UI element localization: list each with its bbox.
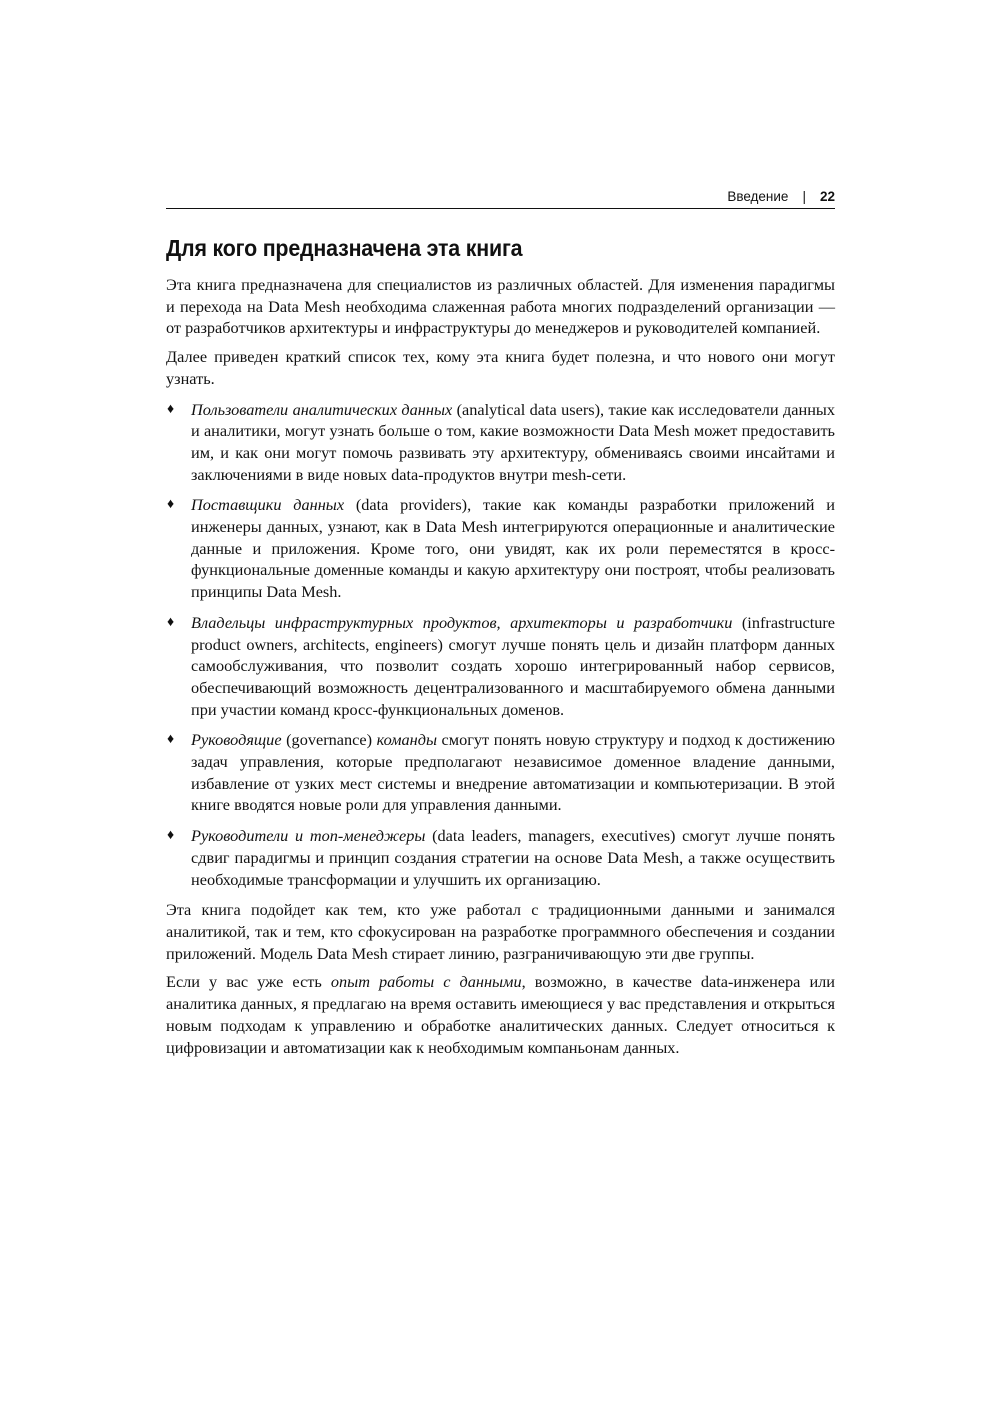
diamond-bullet-icon: ♦ bbox=[167, 497, 175, 513]
outro-text-start: Если у вас уже есть bbox=[166, 972, 331, 992]
list-item-term: Руководители и топ-менеджеры bbox=[191, 826, 426, 846]
list-item bbox=[166, 825, 835, 890]
list-item-term: Поставщики данных bbox=[191, 495, 345, 515]
diamond-bullet-icon: ♦ bbox=[167, 732, 175, 748]
list-item bbox=[166, 612, 835, 721]
outro-paragraph-2 bbox=[166, 971, 835, 1058]
list-item-text: (analytical data users), такие как исследователи данных и аналитики, могут узнать больше о том, какие возможности Data Mesh может предоставить им, и как они могут помочь развивать эту архитектуру, обмениваясь своими инсайтами и заключениями в виде новых data-продуктов внутри mesh-сети. bbox=[191, 399, 835, 484]
list-item bbox=[166, 399, 835, 486]
list-item-text: (data providers), такие как команды разработки приложений и инженеры данных, узнают, как в Data Mesh интегрируются операционные и аналитические данные и приложения. Кроме того, они увидят, как их роли переместятся в кросс-функциональные доменные команды и какую архитектуру они построят, чтобы реализовать принципы Data Mesh. bbox=[191, 495, 835, 602]
page-number: 22 bbox=[819, 188, 835, 204]
running-header bbox=[166, 186, 835, 209]
intro-paragraph-1: Эта книга предназначена для специалистов из различных областей. Для изменения парадигмы и перехода на Data Mesh необходима слаженная работа многих подразделений организации — от разработчиков архитектуры и инфраструктуры до менеджеров и руководителей компанией. bbox=[166, 275, 835, 338]
audience-list bbox=[166, 399, 835, 891]
list-item-term: Владельцы инфраструктурных продуктов, архитекторы и разработчики bbox=[191, 612, 733, 632]
header-section-name: Введение bbox=[727, 188, 789, 204]
book-page bbox=[166, 186, 835, 1065]
diamond-bullet-icon: ♦ bbox=[167, 401, 175, 417]
header-separator: | bbox=[802, 188, 806, 204]
list-item-text: (governance) bbox=[281, 730, 377, 750]
diamond-bullet-icon: ♦ bbox=[167, 828, 175, 844]
outro-paragraph-1: Эта книга подойдет как тем, кто уже работал с традиционными данными и занимался аналитикой, так и тем, кто сфокусирован на разработке программного обеспечения и создании приложений. Модель Data Mesh стирает линию, разграничивающую эти две группы. bbox=[166, 900, 835, 963]
list-item bbox=[166, 729, 835, 816]
list-item-term: Руководящие bbox=[191, 730, 282, 750]
list-item-term: Пользователи аналитических данных bbox=[191, 399, 453, 419]
outro-text-end: , возможно, в качестве data-инженера или аналитика данных, я предлагаю на время оставить имеющиеся у вас представления и открыться новым подходам к управлению и обработке аналитических данных. Следует относиться к цифровизации и автоматизации как к необходимым компаньонам данных. bbox=[166, 972, 835, 1057]
list-item-term: команды bbox=[376, 730, 437, 750]
section-title: Для кого предназначена эта книга bbox=[166, 235, 523, 261]
list-item-text: смогут понять новую структуру и подход к достижению задач управления, которые предполагают независимое доменное владение данными, избавление от узких мест системы и внедрение автоматизации и компьютеризации. В этой книге вводятся новые роли для управления данными. bbox=[191, 730, 835, 815]
list-item bbox=[166, 494, 835, 603]
outro-emphasis: опыт работы с данными bbox=[330, 972, 522, 992]
list-item-text: (data leaders, managers, executives) смогут лучше понять сдвиг парадигмы и принцип создания стратегии на основе Data Mesh, а также осуществить необходимые трансформации и улучшить их организацию. bbox=[191, 826, 836, 889]
list-item-text: (infrastructure product owners, architects, engineers) смогут лучше понять цель и дизайн платформ данных самообслуживания, что позволит создать хорошо интегрированный набор сервисов, обеспечивающий возможность децентрализованного и масштабируемого обмена данными при участии команд кросс-функциональных доменов. bbox=[191, 612, 836, 719]
intro-paragraph-2: Далее приведен краткий список тех, кому эта книга будет полезна, и что нового они могут узнать. bbox=[166, 347, 835, 388]
diamond-bullet-icon: ♦ bbox=[167, 614, 175, 630]
